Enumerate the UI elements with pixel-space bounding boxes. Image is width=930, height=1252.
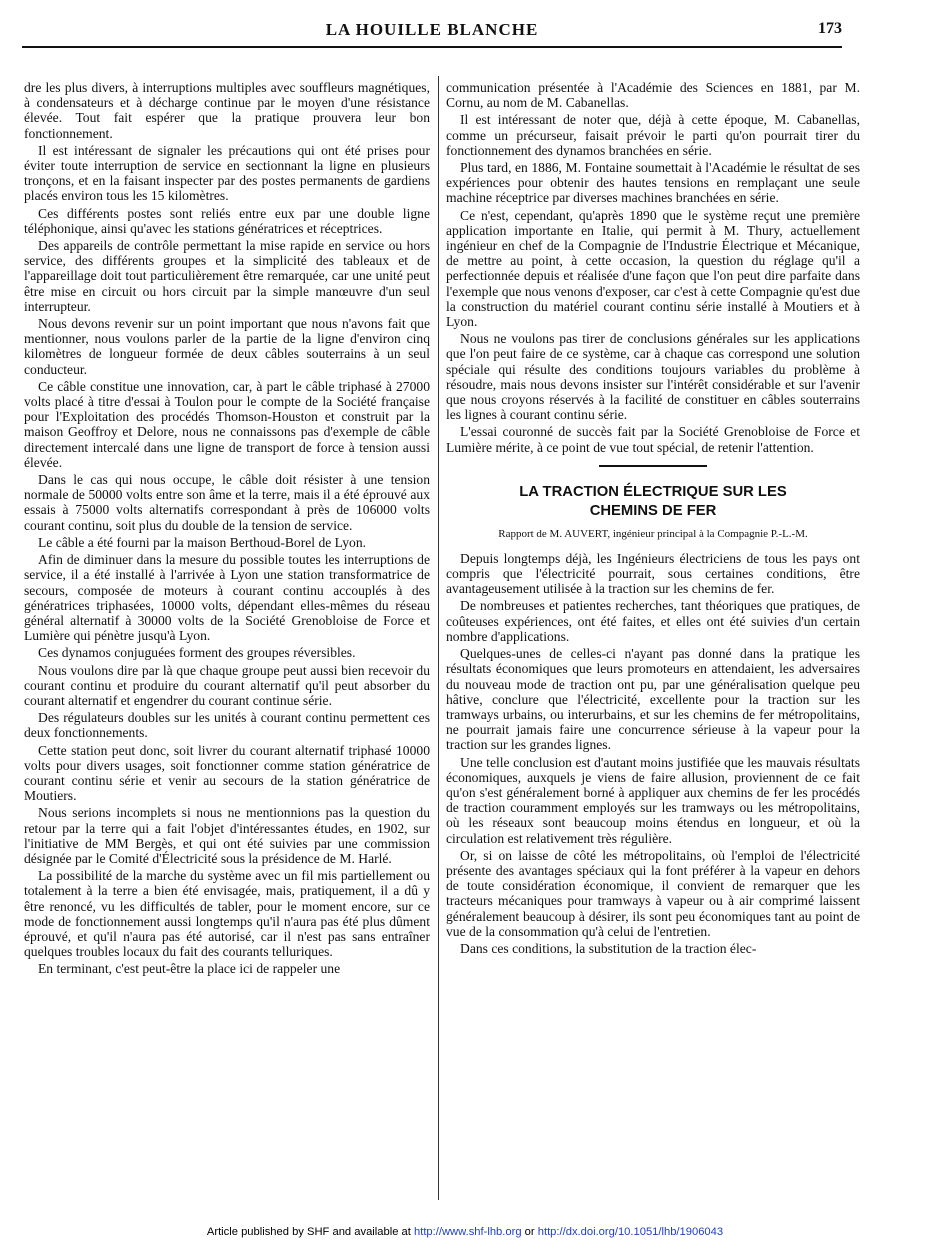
paragraph: communication présentée à l'Académie des Sciences en 1881, par M. Cornu, au nom de M. Cabanellas.: [446, 80, 860, 111]
paragraph: Il est intéressant de noter que, déjà à cette époque, M. Cabanellas, comme un précurseur, faisait prévoir le parti qu'on pourrait tirer du fonctionnement des dynamos branchées en série.: [446, 112, 860, 158]
page-header: [22, 18, 842, 48]
paragraph: Une telle conclusion est d'autant moins justifiée que les mauvais résultats économiques, auxquels je viens de faire allusion, proviennent de ce fait qu'on s'est généralement borné à appliquer aux chemins de fer les procédés de traction couramment employés sur les tramways ou les métropolitains, où les réseaux sont beaucoup moins étendus en longueur, et où la circulation est relativement très régulière.: [446, 754, 860, 846]
paragraph: Depuis longtemps déjà, les Ingénieurs électriciens de tous les pays ont compris que l'électricité pourrait, sous certaines conditions, être avantageusement utilisée à la traction sur les chemins de fer.: [446, 550, 860, 597]
paragraph: Ces dynamos conjuguées forment des groupes réversibles.: [38, 645, 356, 661]
paragraph: L'essai couronné de succès fait par la Société Grenobloise de Force et Lumière mérite, à ce point de vue tout spécial, de retenir l'attention.: [446, 424, 860, 455]
paragraph: La possibilité de la marche du système avec un fil mis partiellement ou totalement à la terre a bien été envisagée, mais, pratiquement, il a dû y être renoncé, vu les difficultés de tabler, pour le moment encore, sur ce mode de fonctionnement aussi longtemps qu'il n'aura pas été plus dûment éprouvé, et qu'il n'aura pas été autorisé, car il n'est pas sans entraîner quelques troubles locaux du fait des courants telluriques.: [24, 868, 430, 960]
article-byline: Rapport de M. AUVERT, ingénieur principal à la Compagnie P.-L.-M.: [498, 527, 808, 540]
article-title-line1: LA TRACTION ÉLECTRIQUE SUR LES: [519, 483, 787, 500]
footer-link-shf[interactable]: http://www.shf-lhb.org: [413, 1226, 522, 1238]
paragraph: Ce n'est, cependant, qu'après 1890 que le système reçut une première application importante en Italie, qui permit à M. Thury, actuellement ingénieur en chef de la Compagnie de l'Industrie Électrique et Mécanique, de mettre au point, à cette occasion, la question du réglage qu'il a perfectionnée depuis et réalisée d'une façon que l'on peut dire parfaite dans l'exemple que nous venons d'exposer, car c'est à cette Compagnie qu'est due la construction du matériel courant continu série installé à Moutiers et à Lyon.: [446, 207, 860, 330]
paragraph: Le câble a été fourni par la maison Berthoud-Borel de Lyon.: [38, 534, 367, 550]
column-divider: [438, 76, 439, 1200]
paragraph: Des régulateurs doubles sur les unités à courant continu permettent ces deux fonctionnements.: [24, 710, 430, 741]
right-column: [446, 80, 860, 958]
paragraph: Nous ne voulons pas tirer de conclusions générales sur les applications que l'on peut faire de ce système, car à chaque cas correspond une solution spéciale qui résulte des conditions toujours variables du problème à résoudre, mais nous devons insister sur l'intérêt considérable et sur l'avenir que nous croyons réservés à la facilité de constituer en câbles souterrains les lignes à courant continu série.: [446, 331, 860, 423]
paragraph: Des appareils de contrôle permettant la mise rapide en service ou hors service, des différents groupes et la simplicité des tableaux et de l'appareillage doit tout particulièrement être remarquée, car une unité peut être mise en circuit ou hors circuit par la simple manœuvre d'un seul interrupteur.: [24, 238, 430, 314]
paragraph: Nous devons revenir sur un point important que nous n'avons fait que mentionner, nous voulons parler de la partie de la ligne d'environ cinq kilomètres de longueur formée de deux câbles souterrains à un seul conducteur.: [24, 316, 430, 377]
paragraph: Nous serions incomplets si nous ne mentionnions pas la question du retour par la terre qui a fait l'objet d'intéressantes études, en 1902, sur l'initiative de MM Bergès, et qui ont été suivies par une commission désignée par le Comité d'Électricité sous la présidence de M. Harlé.: [24, 805, 430, 866]
paragraph: Cette station peut donc, soit livrer du courant alternatif triphasé 10000 volts pour divers usages, soit fonctionner comme station génératrice de courant continu série et venir au secours de la station génératrice de Moutiers.: [24, 742, 430, 804]
section-separator: [599, 465, 707, 467]
paragraph: Plus tard, en 1886, M. Fontaine soumettait à l'Académie le résultat de ses expériences pour obtenir des hautes tensions en remplaçant une seule machine réceptrice par diverses machines branchées en série.: [446, 160, 860, 206]
paragraph: Quelques-unes de celles-ci n'ayant pas donné dans la pratique les résultats économiques que leurs promoteurs en attendaient, les adversaires du nouveau mode de traction ont pu, par une généralisation quelque peu hâtive, conclure que l'électricité, excellente pour la traction sur les tramways urbains, ou interurbains, et sur les chemins de fer métropolitains, ne pourrait jamais faire une concurrence sérieuse à la vapeur pour la traction sur les grandes lignes.: [446, 646, 860, 753]
paragraph: Dans le cas qui nous occupe, le câble doit résister à une tension normale de 50000 volts entre son âme et la terre, mais il a été éprouvé aux essais à 75000 volts alternatifs correspondant à près de 106000 volts courant continu, soit plus du double de la tension de service.: [24, 472, 430, 533]
footer-prefix: Article published by SHF and available at: [206, 1226, 414, 1238]
paragraph: Il est intéressant de signaler les précautions qui ont été prises pour éviter toute interruption de service en sectionnant la ligne en plusieurs tronçons, et en la faisant inspecter par des postes permanents de gardiens placés environ tous les 15 kilomètres.: [24, 142, 430, 204]
right-column-bottom: [446, 551, 860, 956]
paragraph: Dans ces conditions, la substitution de la traction élec-: [460, 940, 757, 956]
paragraph: De nombreuses et patientes recherches, tant théoriques que pratiques, de coûteuses expériences, ont été faites, et elles ont été suivies d'un certain nombre d'applications.: [446, 598, 860, 644]
paragraph: En terminant, c'est peut-être la place ici de rappeler une: [38, 961, 341, 977]
paragraph: Ces différents postes sont reliés entre eux par une double ligne téléphonique, ainsi qu'avec les stations génératrices et réceptrices.: [24, 205, 430, 236]
paragraph: dre les plus divers, à interruptions multiples avec souffleurs magnétiques, à condensateurs et à décharge continue par le moyen d'une résistance élevée. Tout fait espérer que la pratique prouvera leur bon fonctionnement.: [24, 80, 430, 141]
right-column-top: [446, 80, 860, 455]
paragraph: Afin de diminuer dans la mesure du possible toutes les interruptions de service, il a été installé à l'arrivée à Lyon une station transformatrice de secours, composée de moteurs à courant continu accouplés à des génératrices triphasées, 10000 volts, dépendant elles-mêmes du réseau général alternatif à 30000 volts de la Société Grenobloise de Force et Lumière qui pénètre jusqu'à Lyon.: [24, 552, 430, 644]
paragraph: Or, si on laisse de côté les métropolitains, où l'emploi de l'électricité présente des avantages spéciaux qui la font préférer à la vapeur en dehors de toute considération économique, il convient de remarquer que les tracteurs mécaniques pour tramways à vapeur ou à air comprimé laissent généralement beaucoup à désirer, ils sont peu économiques tant au point de vue de la consommation qu'à celui de l'entretien.: [446, 847, 860, 939]
paragraph: Nous voulons dire par là que chaque groupe peut aussi bien recevoir du courant continu et produire du courant alternatif qu'il peut absorber du courant alternatif et engendrer du courant continue série.: [24, 662, 430, 708]
page-number: 173: [818, 20, 842, 37]
footer-middle: or: [521, 1226, 538, 1238]
article-title-line2: CHEMINS DE FER: [589, 502, 717, 519]
journal-title: LA HOUILLE BLANCHE: [325, 20, 539, 39]
left-column: [24, 80, 430, 979]
footer-link-doi[interactable]: http://dx.doi.org/10.1051/lhb/1906043: [537, 1226, 724, 1238]
paragraph: Ce câble constitue une innovation, car, à part le câble triphasé à 27000 volts placé à titre d'essai à Toulon pour le compte de la Société française pour l'Exploitation des procédés Thomson-Houston et construit par la maison Geoffroy et Delore, nous ne connaissons pas d'exemple de câble directement intercalé dans une ligne de transport de force à tension aussi élevée.: [24, 378, 430, 470]
footer-notice: [0, 1226, 930, 1238]
article-title: [446, 483, 860, 521]
